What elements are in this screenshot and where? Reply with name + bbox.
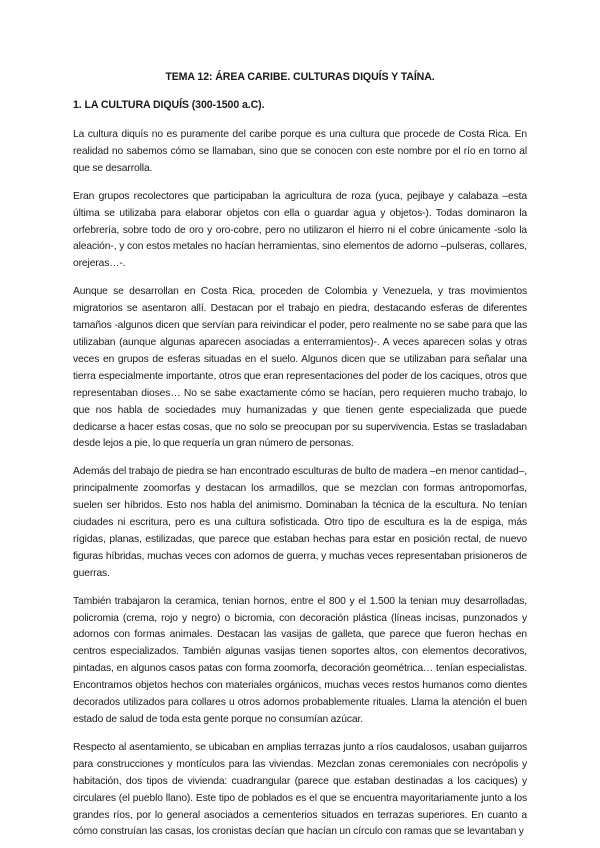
- document-title: TEMA 12: ÁREA CARIBE. CULTURAS DIQUÍS Y TAÍNA.: [165, 71, 435, 83]
- paragraph-intro: La cultura diquís no es puramente del caribe porque es una cultura que procede de Costa Rica. En realidad no sabemos cómo se llamaban, sino que se conocen con este nombre por el río en torno al que se desarrolla.: [73, 129, 527, 174]
- section-heading: 1. LA CULTURA DIQUÍS (300-1500 a.C).: [73, 99, 265, 111]
- paragraph-sculpture: Además del trabajo de piedra se han encontrado esculturas de bulto de madera –en menor cantidad–, principalmente zoomorfas y destacan los armadillos, que se mezclan con formas antropomorfas, suelen ser híbridos. Esto nos habla del animismo. Dominaban la técnica de la escultura. No tenían ciudades ni escritura, pero es una cultura sofisticada. Otro tipo de escultura es la de espiga, más rígidas, planas, estilizadas, que parece que estaban hechas para estar en posición rectal, de nuevo figuras híbridas, muchas veces con adornos de guerra, y muchas veces representaban prisioneros de guerras.: [73, 466, 527, 579]
- paragraph-settlement: Respecto al asentamiento, se ubicaban en amplias terrazas junto a ríos caudalosos, usaban guijarros para construcciones y montículos para las viviendas. Mezclan zonas ceremoniales con necrópolis y habitación, dos tipos de vivienda: cuadrangular (parece que estaban destinadas a los caciques) y circulares (el pueblo llano). Este tipo de poblados es el que se encuentra mayoritariamente junto a los grandes ríos, por lo general asociados a cementerios situados en terrazas superiores. En cuanto a cómo construían las casas, los cronistas decían que hacían un círculo con ramas que se levantaban y: [73, 741, 527, 838]
- paragraph-stone-spheres: Aunque se desarrollan en Costa Rica, proceden de Colombia y Venezuela, y tras movimientos migratorios se asentaron allí. Destacan por el trabajo en piedra, destacando esferas de diferentes tamaños -algunos dicen que servían para reivindicar el poder, pero realmente no se sabe para que las utilizaban (aunque algunas aparecen asociadas a enterramientos)-. A veces aparecen solas y otras veces en grupos de esferas situadas en el suelo. Algunos dicen que se utilizaban para señalar una tierra especialmente importante, otros que eran representaciones del poder de los caciques, otros que representaban dioses… No se sabe exactamente cómo se hacían, pero requieren mucho trabajo, lo que nos habla de sociedades muy humanizadas y que tienen gente especializada que puede dedicarse a hacer estas cosas, que no solo se preocupan por su supervivencia. Estas se trasladaban desde lejos a pie, lo que requería un gran número de personas.: [73, 286, 527, 450]
- paragraph-ceramics: También trabajaron la ceramica, tenian hornos, entre el 800 y el 1.500 la tenian muy desarrolladas, policromia (crema, rojo y negro) o bicromia, con decoración plástica (líneas incisas, punzonados y adornos con formas animales. Destacan las vasijas de galleta, que parece que fueron hechas en centros especializados. También algunas vasijas tienen soportes altos, con elementos decorativos, pintadas, en algunos casos patas con forma zoomorfa, decoración geométrica… tenían especialistas. Encontramos objetos hechos con materiales orgánicos, muchas veces restos humanos como dientes decorados utilizados para collares u otros adornos probablemente rituales. Llama la atención el buen estado de salud de toda esta gente porque no consumían azúcar.: [73, 595, 527, 725]
- paragraph-agriculture: Eran grupos recolectores que participaban la agricultura de roza (yuca, pejibaye y calabaza –esta última se utilizaba para elaborar objetos con ella o guardar agua y objetos-). Todas dominaron la orfebrería, sobre todo de oro y oro-cobre, pero no utilizaron el hierro ni el cobre únicamente -solo la aleación-, y con estos metales no hacían herramientas, sino elementos de adorno –pulseras, collares, orejeras…-.: [73, 190, 527, 270]
